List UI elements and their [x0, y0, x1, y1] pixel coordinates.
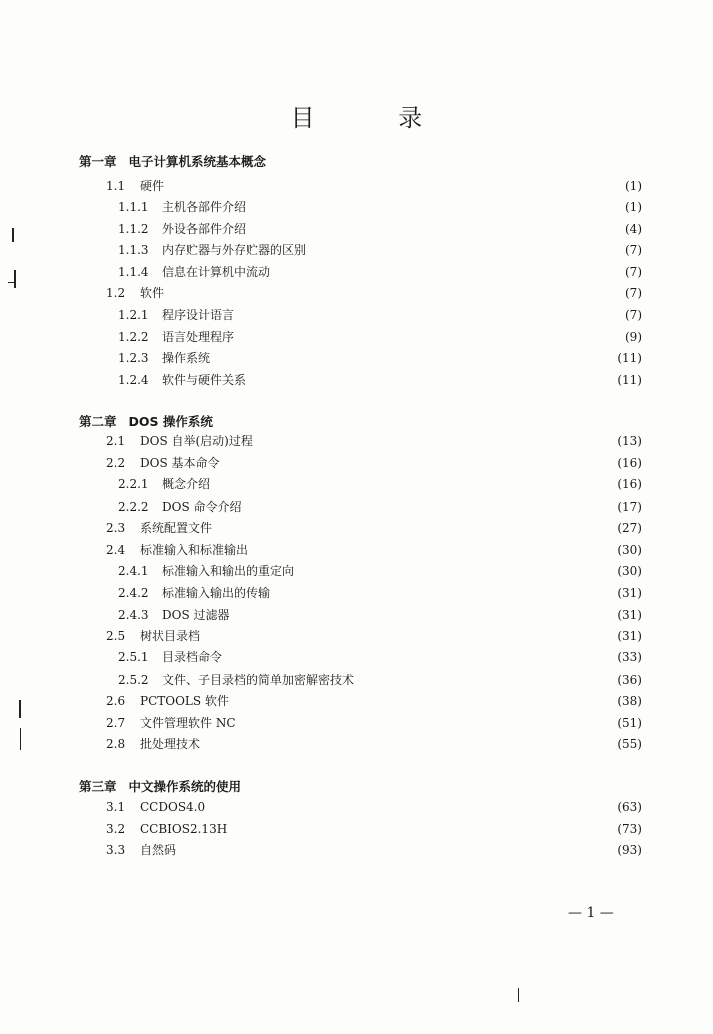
dot-leader — [274, 262, 623, 282]
section-title: 操作系统 — [162, 351, 211, 365]
section-number: 1.1.2 — [118, 222, 149, 236]
toc-section-entry — [106, 797, 642, 817]
dot-leader — [214, 474, 615, 494]
section-number: 2.4.2 — [118, 586, 149, 600]
dot-leader — [168, 176, 623, 196]
toc-subsection-entry — [118, 197, 642, 217]
page-reference: (31) — [617, 629, 642, 643]
dot-leader — [240, 713, 616, 733]
page-reference: (27) — [617, 521, 642, 535]
dot-leader — [231, 819, 615, 839]
toc-section-entry — [106, 713, 642, 733]
section-number: 3.1 — [106, 800, 126, 814]
page-reference: (31) — [617, 586, 642, 600]
dot-leader — [204, 626, 615, 646]
section-number: 1.1.1 — [118, 200, 149, 214]
toc-subsection-entry — [118, 561, 642, 581]
dot-leader — [250, 370, 615, 390]
chapter-heading — [79, 152, 266, 170]
toc-section-entry — [106, 431, 642, 451]
section-title: 内存贮器与外存贮器的区别 — [162, 243, 307, 257]
dot-leader — [274, 583, 615, 603]
dot-leader — [180, 840, 615, 860]
section-number: 2.5 — [106, 629, 126, 643]
section-number: 1.2.3 — [118, 351, 149, 365]
dot-leader — [216, 518, 615, 538]
section-title: 软件与硬件关系 — [162, 373, 247, 387]
section-title: 信息在计算机中流动 — [162, 265, 271, 279]
dot-leader — [238, 327, 623, 347]
section-number: 2.6 — [106, 694, 126, 708]
toc-section-entry — [106, 518, 642, 538]
section-number: 3.3 — [106, 843, 126, 857]
section-number: 2.1 — [106, 434, 126, 448]
scan-mark — [19, 700, 21, 718]
dot-leader — [204, 734, 615, 754]
section-number: 1.2.1 — [118, 308, 149, 322]
chapter-title: 电子计算机系统基本概念 — [128, 154, 267, 169]
page-number: — 1 — — [568, 905, 614, 921]
dot-leader — [168, 283, 623, 303]
page-reference: (36) — [617, 673, 642, 687]
page-reference: (33) — [617, 650, 642, 664]
dot-leader — [238, 305, 623, 325]
toc-section-entry — [106, 540, 642, 560]
dot-leader — [246, 497, 616, 517]
page-reference: (51) — [617, 716, 642, 730]
toc-section-entry — [106, 840, 642, 860]
toc-section-entry — [106, 734, 642, 754]
dot-leader — [298, 561, 615, 581]
toc-subsection-entry — [118, 583, 642, 603]
section-number: 2.7 — [106, 716, 126, 730]
page-reference: (7) — [625, 308, 642, 322]
section-number: 2.8 — [106, 737, 126, 751]
toc-subsection-entry — [118, 370, 642, 390]
toc-subsection-entry — [118, 262, 642, 282]
toc-subsection-entry — [118, 497, 642, 517]
section-number: 3.2 — [106, 822, 126, 836]
scan-mark — [12, 228, 14, 242]
page-reference: (38) — [617, 694, 642, 708]
toc-subsection-entry — [118, 240, 642, 260]
chapter-title: 中文操作系统的使用 — [128, 779, 242, 794]
toc-section-entry — [106, 691, 642, 711]
section-title: 硬件 — [140, 179, 165, 193]
section-number: 2.2 — [106, 456, 126, 470]
dot-leader — [209, 797, 615, 817]
section-number: 1.2 — [106, 286, 126, 300]
scan-mark — [20, 728, 21, 750]
page-reference: (30) — [617, 543, 642, 557]
page-reference: (31) — [617, 608, 642, 622]
page-reference: (1) — [625, 179, 642, 193]
toc-subsection-entry — [118, 348, 642, 368]
toc-subsection-entry — [118, 305, 642, 325]
chapter-heading — [79, 777, 241, 795]
toc-subsection-entry — [118, 474, 642, 494]
page-reference: (16) — [617, 456, 642, 470]
scan-mark — [8, 282, 14, 283]
section-title: 软件 — [140, 286, 165, 300]
chapter-number: 第三章 — [79, 779, 117, 794]
section-title: 程序设计语言 — [162, 308, 235, 322]
dot-leader — [310, 240, 623, 260]
chapter-number: 第二章 — [79, 414, 117, 429]
section-title: DOS 命令介绍 — [162, 500, 242, 514]
toc-section-entry — [106, 176, 642, 196]
page-reference: (1) — [625, 200, 642, 214]
toc-section-entry — [106, 453, 642, 473]
page-reference: (63) — [617, 800, 642, 814]
section-title: 外设各部件介绍 — [162, 222, 247, 236]
chapter-heading — [79, 412, 213, 430]
section-title: 文件、子目录档的简单加密解密技术 — [162, 673, 355, 687]
section-title: 概念介绍 — [162, 477, 211, 491]
toc-subsection-entry — [118, 647, 642, 667]
chapter-number: 第一章 — [79, 154, 117, 169]
toc-section-entry — [106, 819, 642, 839]
page-reference: (11) — [617, 373, 642, 387]
page-title: 目 录 — [290, 104, 461, 132]
page-reference: (16) — [617, 477, 642, 491]
section-title: 主机各部件介绍 — [162, 200, 247, 214]
dot-leader — [252, 540, 615, 560]
section-number: 2.4.1 — [118, 564, 149, 578]
page-reference: (7) — [625, 265, 642, 279]
page-reference: (55) — [617, 737, 642, 751]
section-number: 2.4.3 — [118, 608, 149, 622]
page-reference: (11) — [617, 351, 642, 365]
section-title: 批处理技术 — [140, 737, 201, 751]
page-reference: (30) — [617, 564, 642, 578]
section-title: DOS 基本命令 — [140, 456, 220, 470]
section-number: 2.5.2 — [118, 673, 149, 687]
page-reference: (93) — [617, 843, 642, 857]
page-reference: (7) — [625, 286, 642, 300]
section-title: 标准输入输出的传输 — [162, 586, 271, 600]
section-title: 树状目录档 — [140, 629, 201, 643]
section-title: DOS 自举(启动)过程 — [140, 434, 253, 448]
section-number: 2.5.1 — [118, 650, 149, 664]
toc-subsection-entry — [118, 605, 642, 625]
section-title: 语言处理程序 — [162, 330, 235, 344]
page-reference: (7) — [625, 243, 642, 257]
scan-mark — [14, 270, 16, 288]
section-number: 2.2.1 — [118, 477, 149, 491]
toc-subsection-entry — [118, 219, 642, 239]
section-number: 1.1.3 — [118, 243, 149, 257]
toc-section-entry — [106, 626, 642, 646]
section-number: 2.3 — [106, 521, 126, 535]
page-reference: (17) — [617, 500, 642, 514]
section-title: 文件管理软件 NC — [140, 716, 236, 730]
page-reference: (9) — [625, 330, 642, 344]
section-number: 1.1 — [106, 179, 126, 193]
section-title: 目录档命令 — [162, 650, 223, 664]
dot-leader — [224, 453, 616, 473]
toc-subsection-entry — [118, 670, 642, 690]
section-title: 标准输入和标准输出 — [140, 543, 249, 557]
section-title: CCDOS4.0 — [140, 800, 206, 814]
section-number: 1.2.4 — [118, 373, 149, 387]
section-number: 1.2.2 — [118, 330, 149, 344]
toc-section-entry — [106, 283, 642, 303]
dot-leader — [214, 348, 615, 368]
section-title: 自然码 — [140, 843, 177, 857]
section-number: 2.2.2 — [118, 500, 149, 514]
dot-leader — [226, 647, 615, 667]
page-reference: (4) — [625, 222, 642, 236]
scan-mark — [518, 988, 519, 1002]
dot-leader — [250, 197, 623, 217]
toc-subsection-entry — [118, 327, 642, 347]
section-title: PCTOOLS 软件 — [140, 694, 229, 708]
section-title: 系统配置文件 — [140, 521, 213, 535]
chapter-title: DOS 操作系统 — [128, 414, 213, 429]
dot-leader — [234, 605, 616, 625]
dot-leader — [358, 670, 615, 690]
section-number: 1.1.4 — [118, 265, 149, 279]
page-reference: (73) — [617, 822, 642, 836]
section-title: 标准输入和输出的重定向 — [162, 564, 295, 578]
dot-leader — [233, 691, 615, 711]
section-number: 2.4 — [106, 543, 126, 557]
dot-leader — [257, 431, 616, 451]
section-title: CCBIOS2.13H — [140, 822, 228, 836]
page-reference: (13) — [617, 434, 642, 448]
dot-leader — [250, 219, 623, 239]
section-title: DOS 过滤器 — [162, 608, 230, 622]
